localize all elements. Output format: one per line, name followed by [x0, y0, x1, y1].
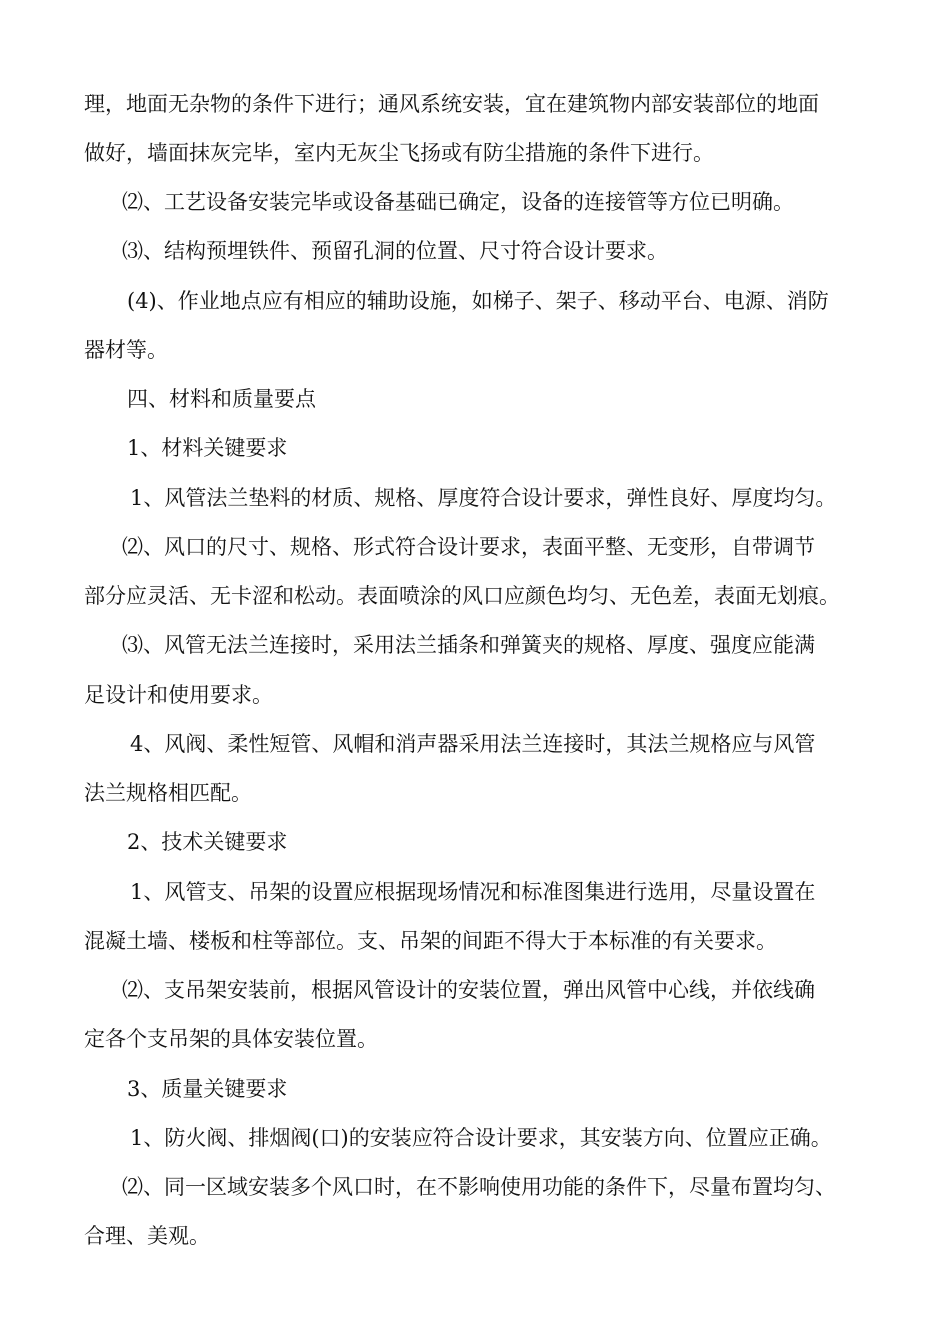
list-item-line: (4)、作业地点应有相应的辅助设施，如梯子、架子、移动平台、电源、消防 [127, 289, 829, 313]
subsection-heading: 1、材料关键要求 [127, 436, 288, 460]
list-item-line: 1、风管支、吊架的设置应根据现场情况和标准图集进行选用，尽量设置在 [130, 880, 816, 904]
list-item-line: ⑶、风管无法兰连接时，采用法兰插条和弹簧夹的规格、厚度、强度应能满 [122, 633, 815, 657]
paragraph-line: 定各个支吊架的具体安装位置。 [84, 1027, 378, 1051]
paragraph-line: 器材等。 [84, 338, 168, 362]
section-heading: 四、材料和质量要点 [127, 387, 316, 411]
paragraph-line: 理，地面无杂物的条件下进行；通风系统安装，宜在建筑物内部安装部位的地面 [84, 92, 819, 116]
paragraph-line: 法兰规格相匹配。 [84, 781, 252, 805]
paragraph-line: 做好，墙面抹灰完毕，室内无灰尘飞扬或有防尘措施的条件下进行。 [84, 141, 714, 165]
list-item-line: ⑵、工艺设备安装完毕或设备基础已确定，设备的连接管等方位已明确。 [122, 190, 794, 214]
list-item-line: ⑵、支吊架安装前，根据风管设计的安装位置，弹出风管中心线，并依线确 [122, 978, 815, 1002]
paragraph-line: 混凝土墙、楼板和柱等部位。支、吊架的间距不得大于本标准的有关要求。 [84, 929, 777, 953]
subsection-heading: 2、技术关键要求 [127, 830, 288, 854]
list-item-line: ⑶、结构预埋铁件、预留孔洞的位置、尺寸符合设计要求。 [122, 239, 668, 263]
paragraph-line: 部分应灵活、无卡涩和松动。表面喷涂的风口应颜色均匀、无色差，表面无划痕。 [84, 584, 840, 608]
list-item-line: 4、风阀、柔性短管、风帽和消声器采用法兰连接时，其法兰规格应与风管 [130, 732, 816, 756]
list-item-line: 1、防火阀、排烟阀(口)的安装应符合设计要求，其安装方向、位置应正确。 [130, 1126, 832, 1150]
subsection-heading: 3、质量关键要求 [127, 1077, 288, 1101]
list-item-line: ⑵、同一区域安装多个风口时，在不影响使用功能的条件下，尽量布置均匀、 [122, 1175, 836, 1199]
list-item-line: ⑵、风口的尺寸、规格、形式符合设计要求，表面平整、无变形，自带调节 [122, 535, 815, 559]
paragraph-line: 合理、美观。 [84, 1224, 210, 1248]
paragraph-line: 足设计和使用要求。 [84, 683, 273, 707]
list-item-line: 1、风管法兰垫料的材质、规格、厚度符合设计要求，弹性良好、厚度均匀。 [130, 486, 837, 510]
